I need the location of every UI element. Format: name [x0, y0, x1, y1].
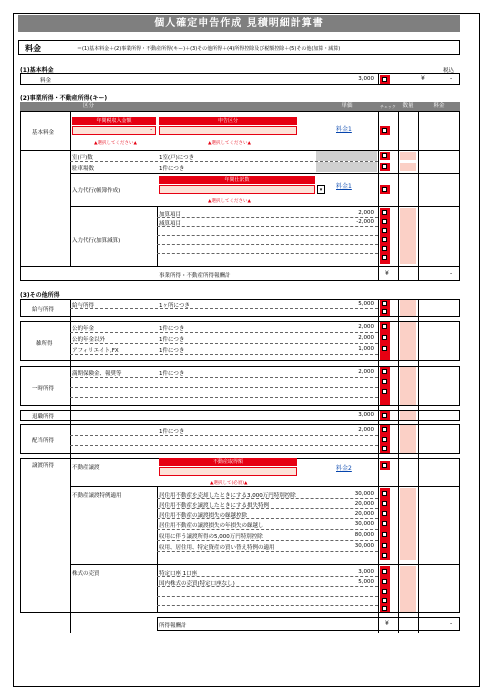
- basic-fee-label: 基本料金: [32, 130, 55, 136]
- occasional-checkbox-3[interactable]: [382, 389, 387, 394]
- misc-item-2: 公的年金以外: [72, 337, 106, 343]
- report-select[interactable]: [159, 126, 297, 135]
- misc-price-2: 2,000: [358, 335, 374, 341]
- stock-item-1: 特定口座 1口座: [159, 571, 198, 577]
- add-item: 加算項目: [159, 212, 182, 218]
- section2-title: (2)事業所得・不動産所得(キー): [20, 95, 108, 102]
- dividend-checkbox-3[interactable]: [382, 446, 387, 451]
- dividend-price: 2,000: [358, 427, 374, 433]
- addsub-checkbox-3[interactable]: [382, 228, 387, 233]
- transfer-label: 譲渡所得: [32, 463, 55, 469]
- stock-checkbox-5[interactable]: [382, 606, 387, 611]
- entry-select[interactable]: [159, 185, 315, 194]
- dropdown-arrow[interactable]: ▾: [317, 185, 325, 194]
- col-check: チェック: [378, 102, 398, 111]
- page-title: 個人確定申告作成 見積明細計算書: [18, 15, 460, 32]
- misc-item-1: 公的年金: [72, 326, 95, 332]
- special-item-6: 収用、居住用、特定資産の買い替え特例の適用: [159, 545, 275, 551]
- section2-subtotal-yen: ¥: [385, 270, 389, 277]
- retirement-checkbox[interactable]: [382, 413, 387, 418]
- dividend-label: 配当所得: [32, 438, 55, 444]
- special-label: 不動産譲渡特例適用: [72, 493, 122, 499]
- addsub-checkbox-4[interactable]: [382, 237, 387, 242]
- entry-label: 入力代行(帳簿作成): [72, 188, 121, 194]
- revenue-header: 年間税収入金額: [72, 117, 156, 125]
- misc-price-1: 2,000: [358, 324, 374, 330]
- misc-item-3: アフィリエイト,FX: [72, 348, 119, 354]
- report-header: 申告区分: [159, 117, 297, 125]
- stock-checkbox-3[interactable]: [382, 589, 387, 594]
- section1-row: [20, 73, 460, 85]
- section2-subtotal-value: -: [450, 270, 453, 277]
- col-amount: 単価: [316, 102, 378, 111]
- special-checkbox-7[interactable]: [382, 553, 387, 558]
- link-fee1-entry[interactable]: 料金1: [336, 183, 352, 190]
- addsub-checkbox-5[interactable]: [382, 246, 387, 251]
- special-item-5: 収用に伴う譲渡所得の5,000万円特別控除: [159, 534, 263, 540]
- dividend-desc: 1件につき: [159, 429, 185, 435]
- stock-item-2: 国内株式の売買(特定口座なし): [159, 581, 235, 587]
- salary-checkbox-1[interactable]: [382, 301, 387, 306]
- stock-checkbox-4[interactable]: [382, 598, 387, 603]
- special-price-2: 20,000: [354, 501, 374, 507]
- link-fee2[interactable]: 料金2: [336, 465, 352, 472]
- special-item-2: 居住用不動産を譲渡したときにする損失特例: [159, 503, 270, 509]
- entry-prompt: ▲選択してください▲: [208, 199, 251, 204]
- col-fee: 料金: [418, 102, 460, 111]
- section3-subtotal-label: 所得報酬計: [159, 623, 187, 629]
- special-price-1: 30,000: [354, 491, 374, 497]
- rooms-label: 室(戸)数: [72, 155, 93, 161]
- salary-checkbox-2[interactable]: [382, 309, 387, 314]
- special-item-3: 居住用不動産の譲渡損失の繰越控除: [159, 513, 248, 519]
- fee-summary-box: [18, 40, 460, 55]
- section3-subtotal-value: -: [450, 620, 453, 627]
- basic-fee-total: -: [450, 75, 453, 82]
- addsub-label: 入力代行(加算減算): [72, 238, 121, 244]
- special-checkbox-3[interactable]: [382, 511, 387, 516]
- report-prompt: ▲選択してください▲: [208, 141, 251, 146]
- realestate-header: 不動産取得額: [159, 458, 297, 466]
- parking-label: 駐車場数: [72, 166, 95, 172]
- salary-item: 給与所得: [72, 303, 95, 309]
- special-item-4: 居住用不動産の譲渡損失の年損失の繰越し: [159, 523, 264, 529]
- special-price-3: 20,000: [354, 511, 374, 517]
- retirement-price: 3,000: [358, 412, 374, 418]
- misc-label: 雑所得: [36, 341, 53, 347]
- sub-item: 減算項目: [159, 221, 182, 227]
- salary-desc: 1ヶ所につき: [159, 303, 190, 309]
- rooms-desc: 1室(戸)につき: [159, 155, 195, 161]
- special-price-6: 30,000: [354, 543, 374, 549]
- misc-checkbox-1[interactable]: [382, 324, 387, 329]
- parking-checkbox[interactable]: [382, 164, 387, 169]
- realestate-prompt: ▲選択して(必須)▲: [210, 481, 248, 486]
- special-checkbox-2[interactable]: [382, 501, 387, 506]
- addsub-checkbox-1[interactable]: [382, 210, 387, 215]
- special-item-1: 居住用不動産を売却したときにする3,000万円特別控除: [159, 493, 296, 499]
- fee-label: 料金: [25, 44, 41, 53]
- misc-price-3: 1,000: [358, 346, 374, 352]
- misc-checkbox-3[interactable]: [382, 346, 387, 351]
- realestate-checkbox[interactable]: [382, 463, 387, 468]
- basic-checkbox-2[interactable]: [382, 128, 387, 133]
- realestate-label: 不動産譲渡: [72, 465, 100, 471]
- parking-desc: 1件につき: [159, 166, 185, 172]
- section1-title: (1)基本料金: [20, 67, 54, 74]
- addsub-checkbox-6[interactable]: [382, 255, 387, 260]
- tax-label: 税込: [443, 68, 455, 74]
- add-price: 2,000: [358, 210, 374, 216]
- occasional-checkbox-2[interactable]: [382, 379, 387, 384]
- misc-desc-2: 1件につき: [159, 337, 185, 343]
- stock-checkbox-2[interactable]: [382, 579, 387, 584]
- misc-desc-3: 1件につき: [159, 348, 185, 354]
- addsub-checkbox-2[interactable]: [382, 219, 387, 224]
- section3-title: (3)その他所得: [20, 292, 60, 299]
- stock-label: 株式の売買: [72, 571, 100, 577]
- dividend-checkbox-2[interactable]: [382, 437, 387, 442]
- entry-header: 年間仕訳数: [159, 176, 315, 184]
- occasional-label: 一時所得: [32, 386, 55, 392]
- occasional-item: 満期保険金、報奨等: [72, 371, 122, 377]
- basic-fee-price: 3,000: [358, 76, 374, 82]
- basic-fee-yen: ¥: [421, 75, 425, 82]
- special-checkbox-6[interactable]: [382, 543, 387, 548]
- revenue-select[interactable]: [72, 126, 156, 135]
- col-qty: 数量: [398, 102, 418, 111]
- occasional-price: 2,000: [358, 369, 374, 375]
- section3-subtotal-yen: ¥: [385, 620, 389, 627]
- misc-checkbox-2[interactable]: [382, 335, 387, 340]
- section2-subtotal-label: 事業所得・不動産所得報酬計: [159, 273, 231, 279]
- realestate-select[interactable]: [159, 467, 297, 476]
- retirement-label: 退職所得: [32, 414, 55, 420]
- occasional-desc: 1件につき: [159, 371, 185, 377]
- misc-desc-1: 1件につき: [159, 326, 185, 332]
- salary-label: 給与所得: [32, 307, 55, 313]
- retirement-block: [20, 410, 460, 421]
- special-checkbox-5[interactable]: [382, 532, 387, 537]
- col-category: 区分: [20, 102, 157, 111]
- fee-formula: ＝(1)基本料金＋(2)事業所得・不動産所得(キー)＋(3)その他所得＋(4)所得控除及び税額控除＋(5)その他(加算・減算): [77, 46, 341, 52]
- basic-fee-row-label: 料金: [40, 78, 52, 84]
- dividend-block: [20, 424, 460, 454]
- special-checkbox-4[interactable]: [382, 521, 387, 526]
- rooms-checkbox[interactable]: [382, 153, 387, 158]
- special-price-5: 80,000: [354, 532, 374, 538]
- revenue-prompt: ▲選択してください▲: [94, 141, 137, 146]
- stock-price-1: 3,000: [358, 569, 374, 575]
- sub-price: -2,000: [356, 219, 374, 225]
- stock-price-2: 5,000: [358, 579, 374, 585]
- special-checkbox-1[interactable]: [382, 491, 387, 496]
- occasional-checkbox-1[interactable]: [382, 369, 387, 374]
- section2-table: [20, 111, 460, 281]
- salary-price: 5,000: [358, 301, 374, 307]
- dividend-checkbox-1[interactable]: [382, 427, 387, 432]
- link-fee1[interactable]: 料金1: [336, 126, 352, 133]
- revenue-dash: -: [150, 127, 152, 133]
- section3-subtotal-row: [157, 617, 460, 631]
- special-price-4: 30,000: [354, 521, 374, 527]
- stock-checkbox-1[interactable]: [382, 569, 387, 574]
- entry-checkbox[interactable]: [382, 187, 387, 192]
- basic-fee-checkbox[interactable]: [382, 77, 387, 82]
